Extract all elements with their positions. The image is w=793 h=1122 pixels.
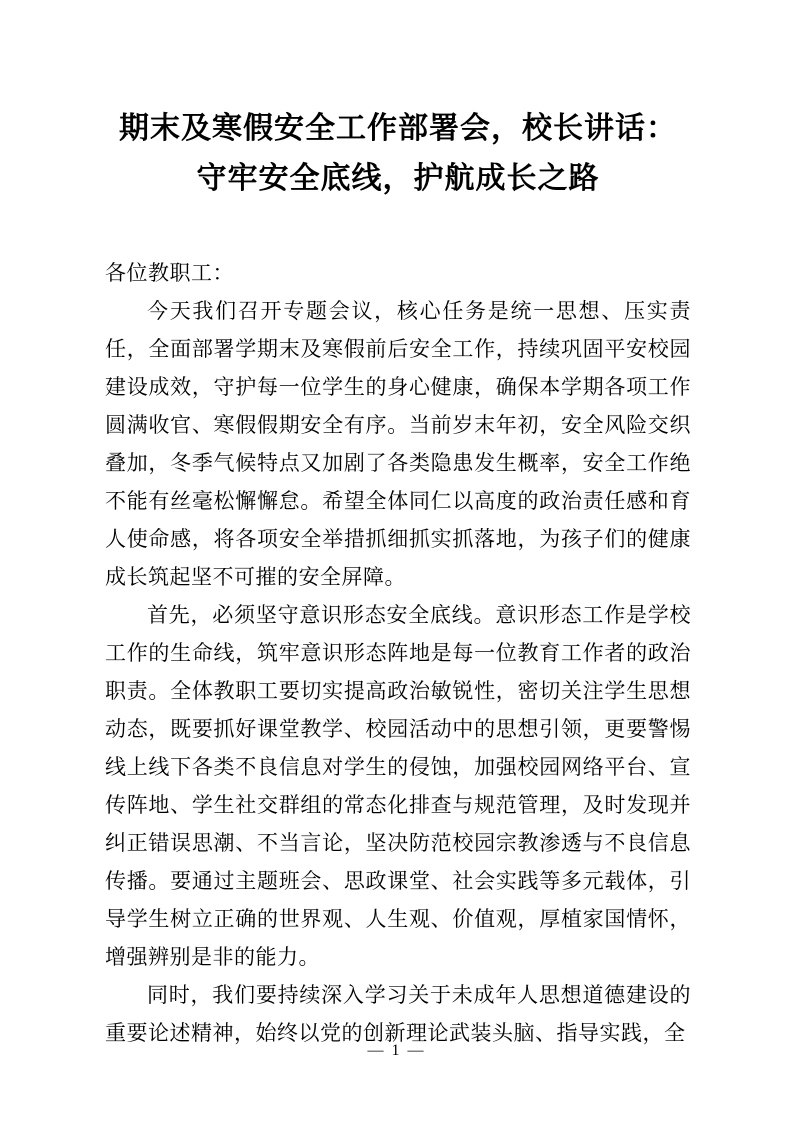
paragraph-3: 同时，我们要持续深入学习关于未成年人思想道德建设的重要论述精神，始终以党的创新理论武装头脑、指导实践，全 (105, 983, 691, 1045)
page-number: — 1 — (367, 1042, 426, 1059)
document-title-line-1: 期末及寒假安全工作部署会，校长讲话： (119, 112, 677, 145)
paragraph-2: 首先，必须坚守意识形态安全底线。意识形态工作是学校工作的生命线，筑牢意识形态阵地是每一位教育工作者的政治职责。全体教职工要切实提高政治敏锐性，密切关注学生思想动态，既要抓好课堂教学、校园活动中的思想引领，更要警惕线上线下各类不良信息对学生的侵蚀，加强校园网络平台、宣传阵地、学生社交群组的常态化排查与规范管理，及时发现并纠正错误思潮、不当言论，坚决防范校园宗教渗透与不良信息传播。要通过主题班会、思政课堂、社会实践等多元载体，引导学生树立正确的世界观、人生观、价值观，厚植家国情怀，增强辨别是非的能力。 (105, 603, 691, 969)
paragraph-1: 今天我们召开专题会议，核心任务是统一思想、压实责任，全面部署学期末及寒假前后安全工作，持续巩固平安校园建设成效，守护每一位学生的身心健康，确保本学期各项工作圆满收官、寒假假期安全有序。当前岁末年初，安全风险交织叠加，冬季气候特点又加剧了各类隐患发生概率，安全工作绝不能有丝毫松懈懈怠。希望全体同仁以高度的政治责任感和育人使命感，将各项安全举措抓细抓实抓落地，为孩子们的健康成长筑起坚不可摧的安全屏障。 (105, 299, 691, 589)
document-body (105, 254, 691, 1052)
document-title (105, 104, 691, 204)
document-title-line-2: 守牢安全底线，护航成长之路 (196, 162, 600, 195)
salutation: 各位教职工： (105, 261, 234, 285)
